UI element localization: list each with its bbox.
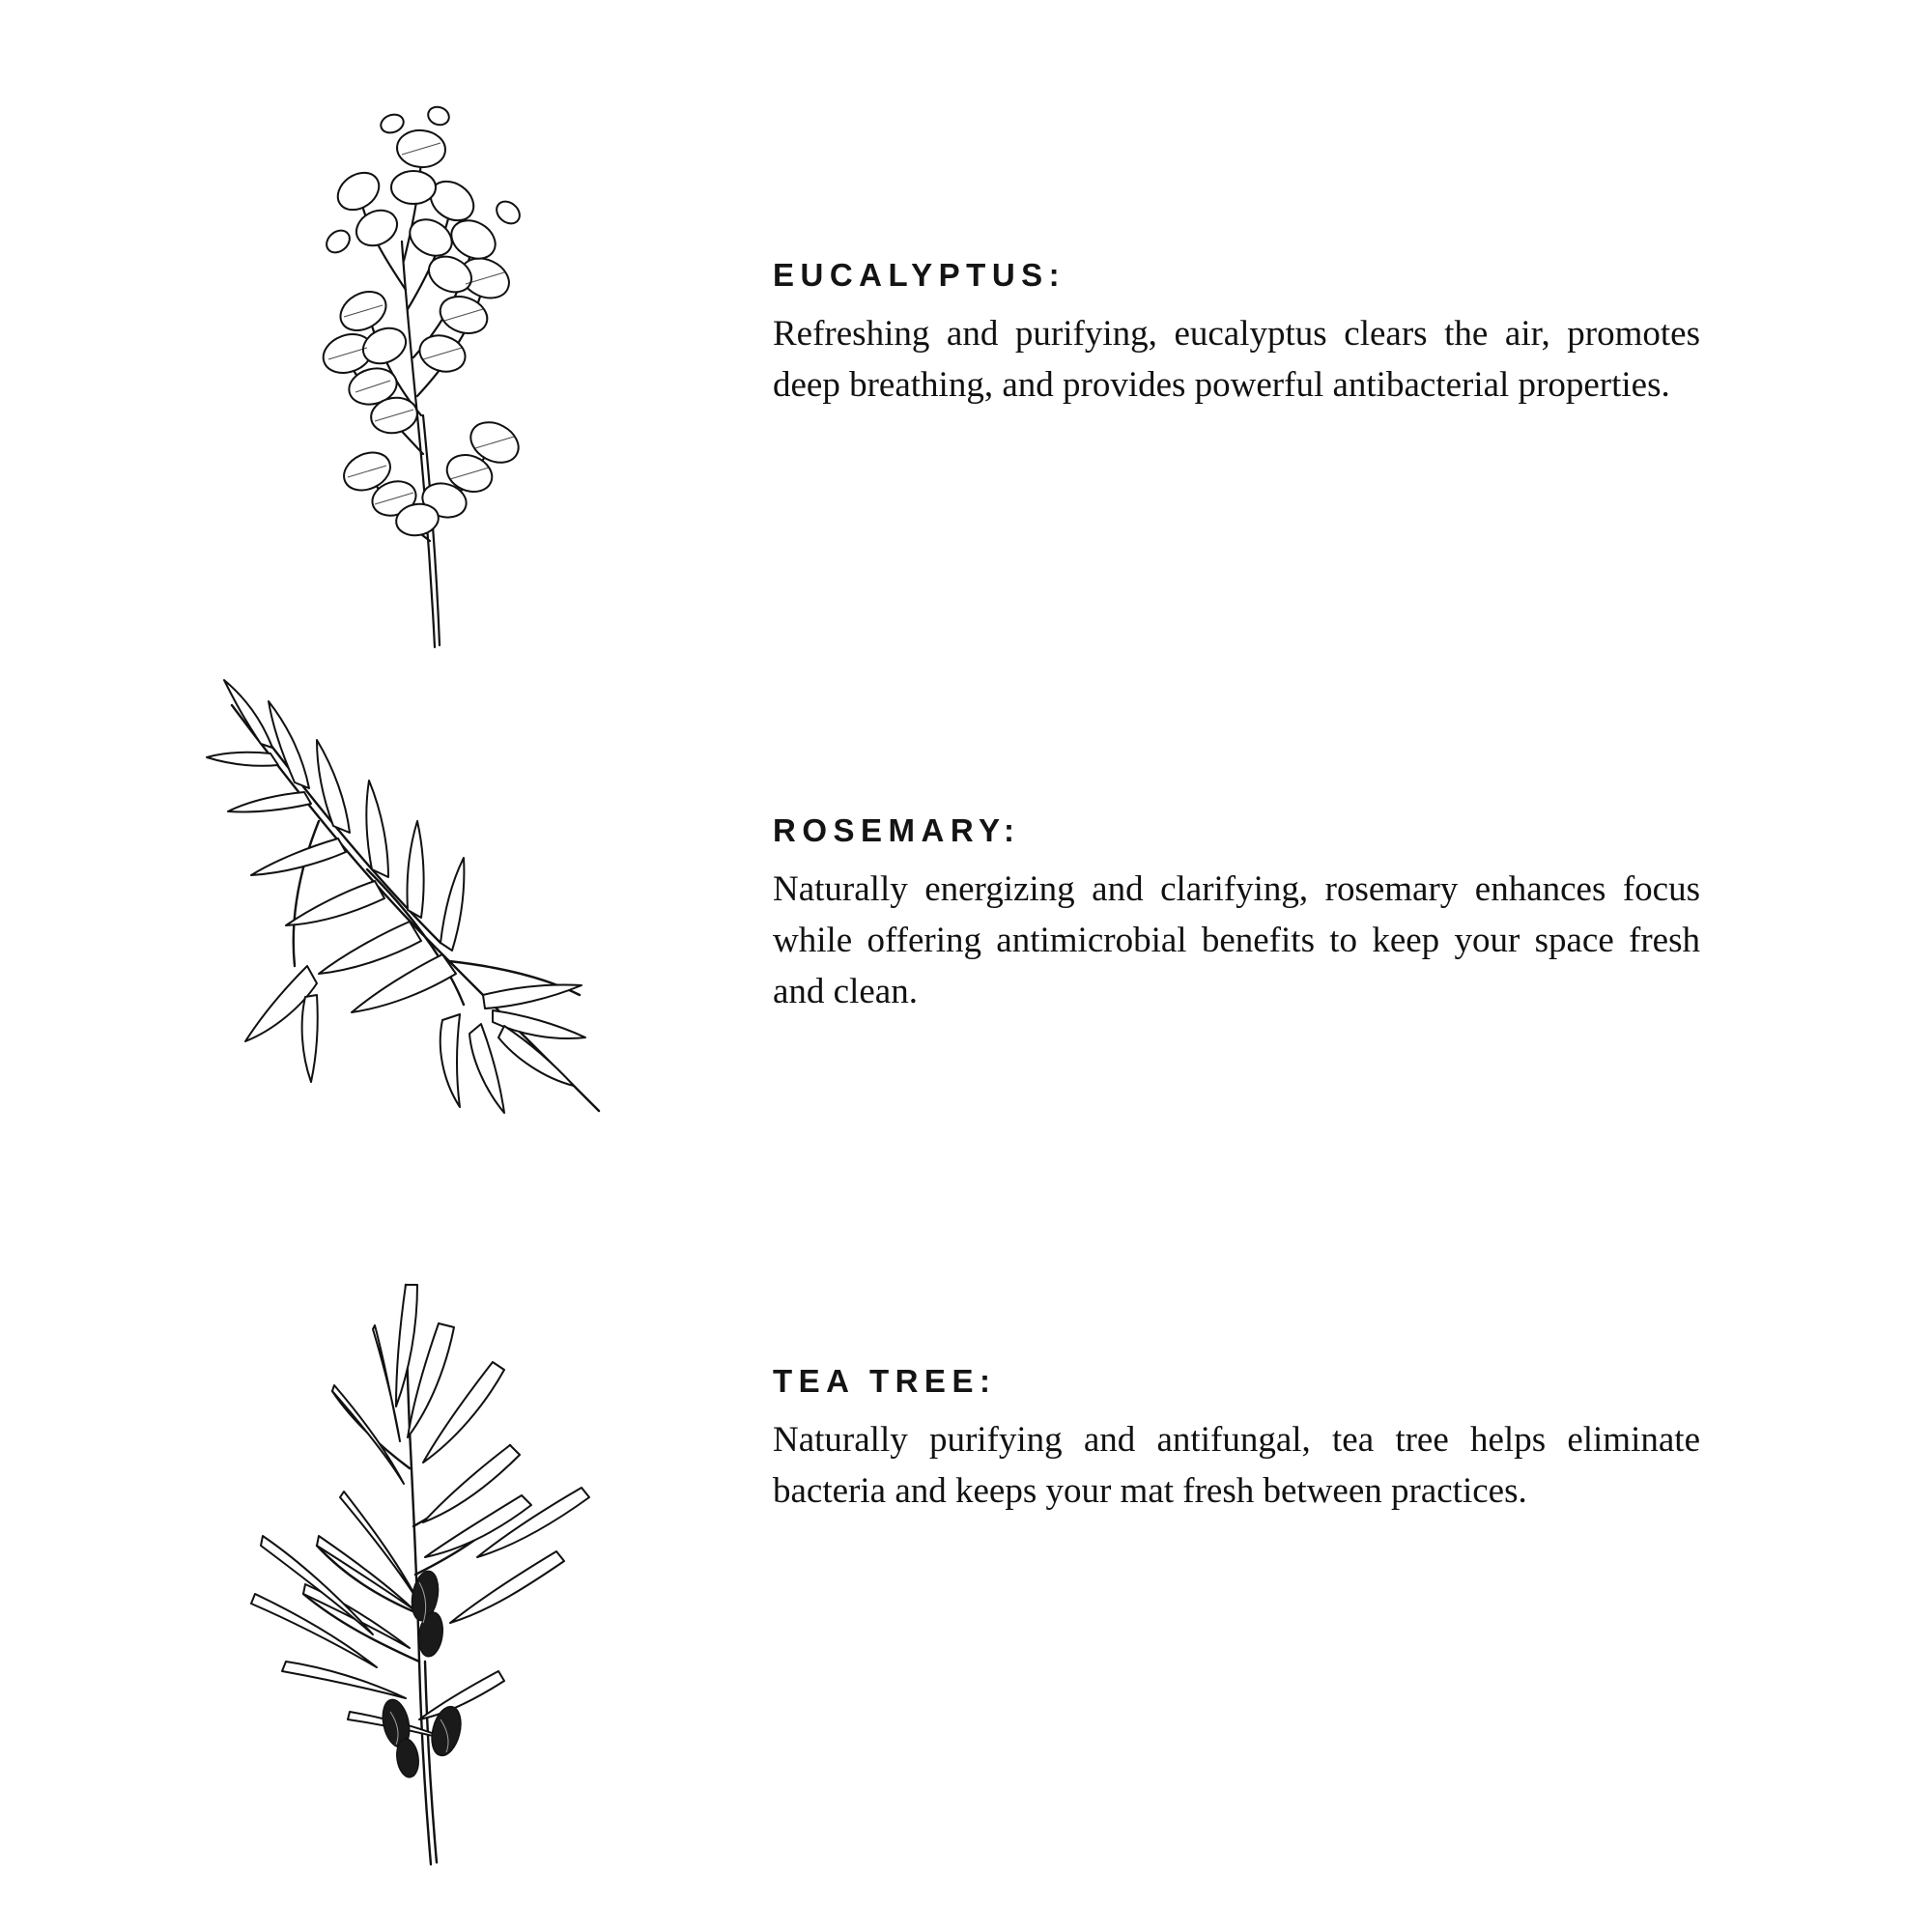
ingredient-section-eucalyptus bbox=[97, 68, 1835, 667]
ingredient-title-eucalyptus: EUCALYPTUS: bbox=[773, 257, 1066, 293]
ingredient-title-rosemary: ROSEMARY: bbox=[773, 812, 1021, 848]
ingredient-body-eucalyptus: Refreshing and purifying, eucalyptus clears the air, promotes deep breathing, and provides powerful antibacterial properties. bbox=[773, 313, 1700, 405]
tea-tree-illustration-cell bbox=[97, 1256, 773, 1874]
ingredient-body-tea-tree: Naturally purifying and antifungal, tea tree helps eliminate bacteria and keeps your mat fresh between practices. bbox=[773, 1419, 1700, 1511]
tea-tree-sprig-illustration bbox=[203, 1256, 667, 1874]
tea-tree-text-cell bbox=[773, 1256, 1835, 1517]
eucalyptus-text-cell bbox=[773, 68, 1835, 411]
ingredient-section-rosemary bbox=[97, 676, 1835, 1179]
rosemary-sprig-illustration bbox=[203, 676, 667, 1179]
eucalyptus-sprig-illustration bbox=[232, 68, 638, 667]
eucalyptus-illustration-cell bbox=[97, 68, 773, 667]
rosemary-illustration-cell bbox=[97, 676, 773, 1179]
ingredient-title-tea-tree: TEA TREE: bbox=[773, 1363, 997, 1399]
ingredient-body-rosemary: Naturally energizing and clarifying, rosemary enhances focus while offering antimicrobial benefits to keep your space fresh and clean. bbox=[773, 868, 1700, 1012]
ingredient-section-tea-tree bbox=[97, 1256, 1835, 1874]
rosemary-text-cell bbox=[773, 676, 1835, 1017]
